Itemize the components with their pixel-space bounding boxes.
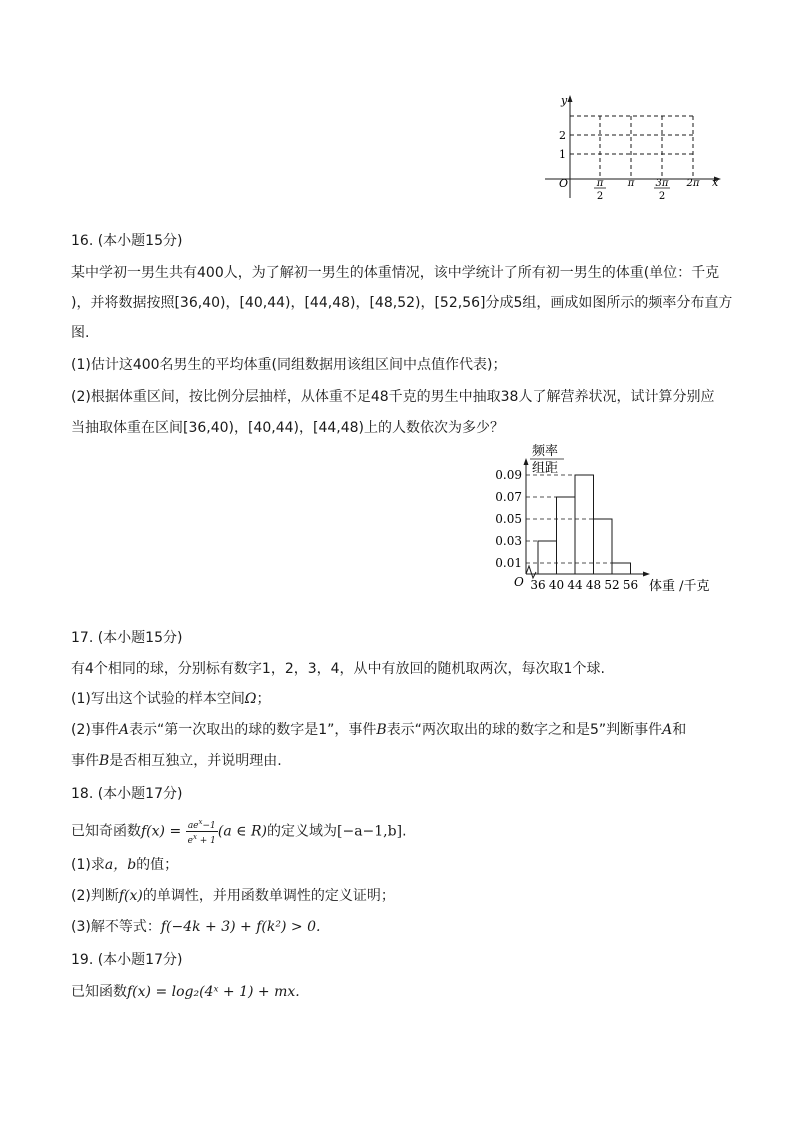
hist-y-tick-label: 0.07	[495, 490, 522, 504]
hist-x-arrow	[643, 572, 650, 577]
q18-intro-pre: 已知奇函数	[71, 823, 141, 840]
q17-p2-d: 和	[672, 722, 687, 738]
q18-part2	[71, 886, 395, 906]
q18-frac-den-sup: x	[192, 833, 197, 841]
x-tick-pi2-num: π	[596, 178, 604, 189]
x-tick-pi: π	[627, 178, 635, 189]
q17-line1: 有4个相同的球，分别标有数字1，2，3，4，从中有放回的随机取两次，每次取1个球.	[71, 661, 605, 677]
q18-p3-pre: (3)解不等式：	[71, 919, 161, 935]
x-tick-3pi2-den: 2	[658, 191, 666, 202]
hist-y-tick-label: 0.03	[495, 534, 522, 548]
q17-p2-f: 是否相互独立，并说明理由.	[109, 753, 282, 769]
y-axis-label: y	[561, 94, 568, 107]
hist-x-tick-label: 48	[585, 578, 602, 592]
y-axis-arrow	[568, 95, 573, 102]
q18-p1-post: 的值；	[136, 857, 179, 873]
q16-line2: )，并将数据按照[36,40)，[40,44)，[44,48)，[48,52)，[52,56]分成5组，画成如图所示的频率分布直方	[71, 295, 733, 311]
q17-p2-e: 事件	[71, 753, 99, 769]
q18-intro-mid: 的定义域为	[267, 823, 337, 840]
q16-header: 16. (本小题15分)	[71, 233, 183, 249]
q18-frac-den: e	[187, 836, 193, 846]
q19-header: 19. (本小题17分)	[71, 952, 183, 968]
x-axis-label: x	[712, 176, 719, 189]
q18-part1	[71, 855, 178, 875]
y-tick-1: 1	[559, 148, 566, 161]
q18-p2-post: 的单调性，并用函数单调性的定义证明；	[142, 888, 395, 904]
q18-header: 18. (本小题17分)	[71, 786, 183, 802]
hist-y-tick-label: 0.09	[495, 468, 522, 482]
trig-axes-graph	[535, 92, 730, 204]
q19-intro-pre: 已知函数	[71, 984, 127, 1000]
q18-cond: (a ∈ R)	[217, 823, 267, 840]
q16-line3: 图.	[71, 325, 90, 341]
q18-fx: f(x) =	[141, 823, 182, 840]
q17-sym-a1: A	[118, 722, 129, 738]
q19-intro	[71, 982, 300, 1002]
q18-domain: [−a−1,b]	[337, 823, 403, 840]
q18-frac-num: ae	[187, 821, 199, 831]
y-tick-2: 2	[559, 129, 566, 142]
q17-p2-a: (2)事件	[71, 722, 119, 738]
q18-p1-pre: (1)求	[71, 857, 105, 873]
hist-xlabel: 体重 /千克	[649, 579, 710, 594]
q19-fx: f(x) = log₂(4ˣ + 1) + mx.	[127, 984, 300, 1000]
hist-y-arrow	[524, 458, 529, 465]
x-tick-3pi2-num: 3π	[655, 178, 669, 189]
hist-bar	[594, 519, 613, 574]
q18-p2-pre: (2)判断	[71, 888, 119, 904]
q18-fraction	[186, 817, 218, 846]
hist-axis-break	[526, 566, 536, 578]
q18-frac-den-tail: + 1	[196, 836, 216, 846]
hist-x-tick-label: 56	[622, 578, 639, 592]
q18-p1-vars: a，b	[104, 857, 137, 873]
q18-intro-post: .	[402, 823, 407, 840]
q16-part2b: 当抽取体重在区间[36,40)，[40,44)，[44,48)上的人数依次为多少？	[71, 420, 505, 436]
q18-intro	[71, 817, 407, 846]
q17-part1	[71, 689, 270, 709]
hist-ylabel-top: 频率	[532, 444, 559, 459]
hist-bar	[557, 497, 576, 574]
q18-part3	[71, 917, 320, 937]
hist-bar	[575, 475, 594, 574]
hist-bar	[538, 541, 557, 574]
hist-origin: O	[514, 575, 524, 589]
q17-p2-c: 表示“两次取出的球的数字之和是5”判断事件	[386, 722, 663, 738]
q17-part1-end: ；	[256, 691, 271, 707]
hist-y-tick-label: 0.01	[495, 556, 522, 570]
q16-part2a: (2)根据体重区间，按比例分层抽样，从体重不足48千克的男生中抽取38人了解营养状况，试计算分别应	[71, 389, 715, 405]
q16-part1: (1)估计这400名男生的平均体重(同组数据用该组区间中点值作代表)；	[71, 357, 507, 373]
hist-x-tick-label: 36	[530, 578, 546, 592]
q17-sym-a2: A	[662, 722, 673, 738]
q17-part1-text: (1)写出这个试验的样本空间	[71, 691, 245, 707]
q17-omega: Ω	[244, 691, 257, 707]
hist-x-tick-label: 44	[567, 578, 583, 592]
hist-y-tick-label: 0.05	[495, 512, 522, 526]
q17-sym-b1: B	[376, 722, 387, 738]
q16-line1: 某中学初一男生共有400人，为了解初一男生的体重情况，该中学统计了所有初一男生的体重(单位：千克	[71, 265, 720, 281]
hist-x-tick-label: 40	[548, 578, 565, 592]
q17-part2b	[71, 751, 282, 771]
q17-header: 17. (本小题15分)	[71, 630, 183, 646]
q18-frac-num-tail: −1	[202, 821, 216, 831]
hist-x-tick-label: 52	[604, 578, 620, 592]
origin-label: O	[559, 177, 569, 190]
x-tick-2pi: 2π	[686, 178, 700, 189]
q18-p2-f: f(x)	[118, 888, 143, 904]
frequency-histogram	[488, 440, 728, 600]
hist-bar	[612, 563, 631, 574]
q17-sym-b2: B	[99, 753, 110, 769]
hist-ylabel-bottom: 组距	[532, 461, 559, 476]
q17-part2a	[71, 720, 686, 740]
q17-p2-b: 表示“第一次取出的球的数字是1”，事件	[128, 722, 377, 738]
x-tick-pi2-den: 2	[596, 191, 604, 202]
q18-frac-num-sup: x	[198, 818, 203, 826]
q18-p3-expr: f(−4k + 3) + f(k²) > 0.	[160, 919, 321, 935]
